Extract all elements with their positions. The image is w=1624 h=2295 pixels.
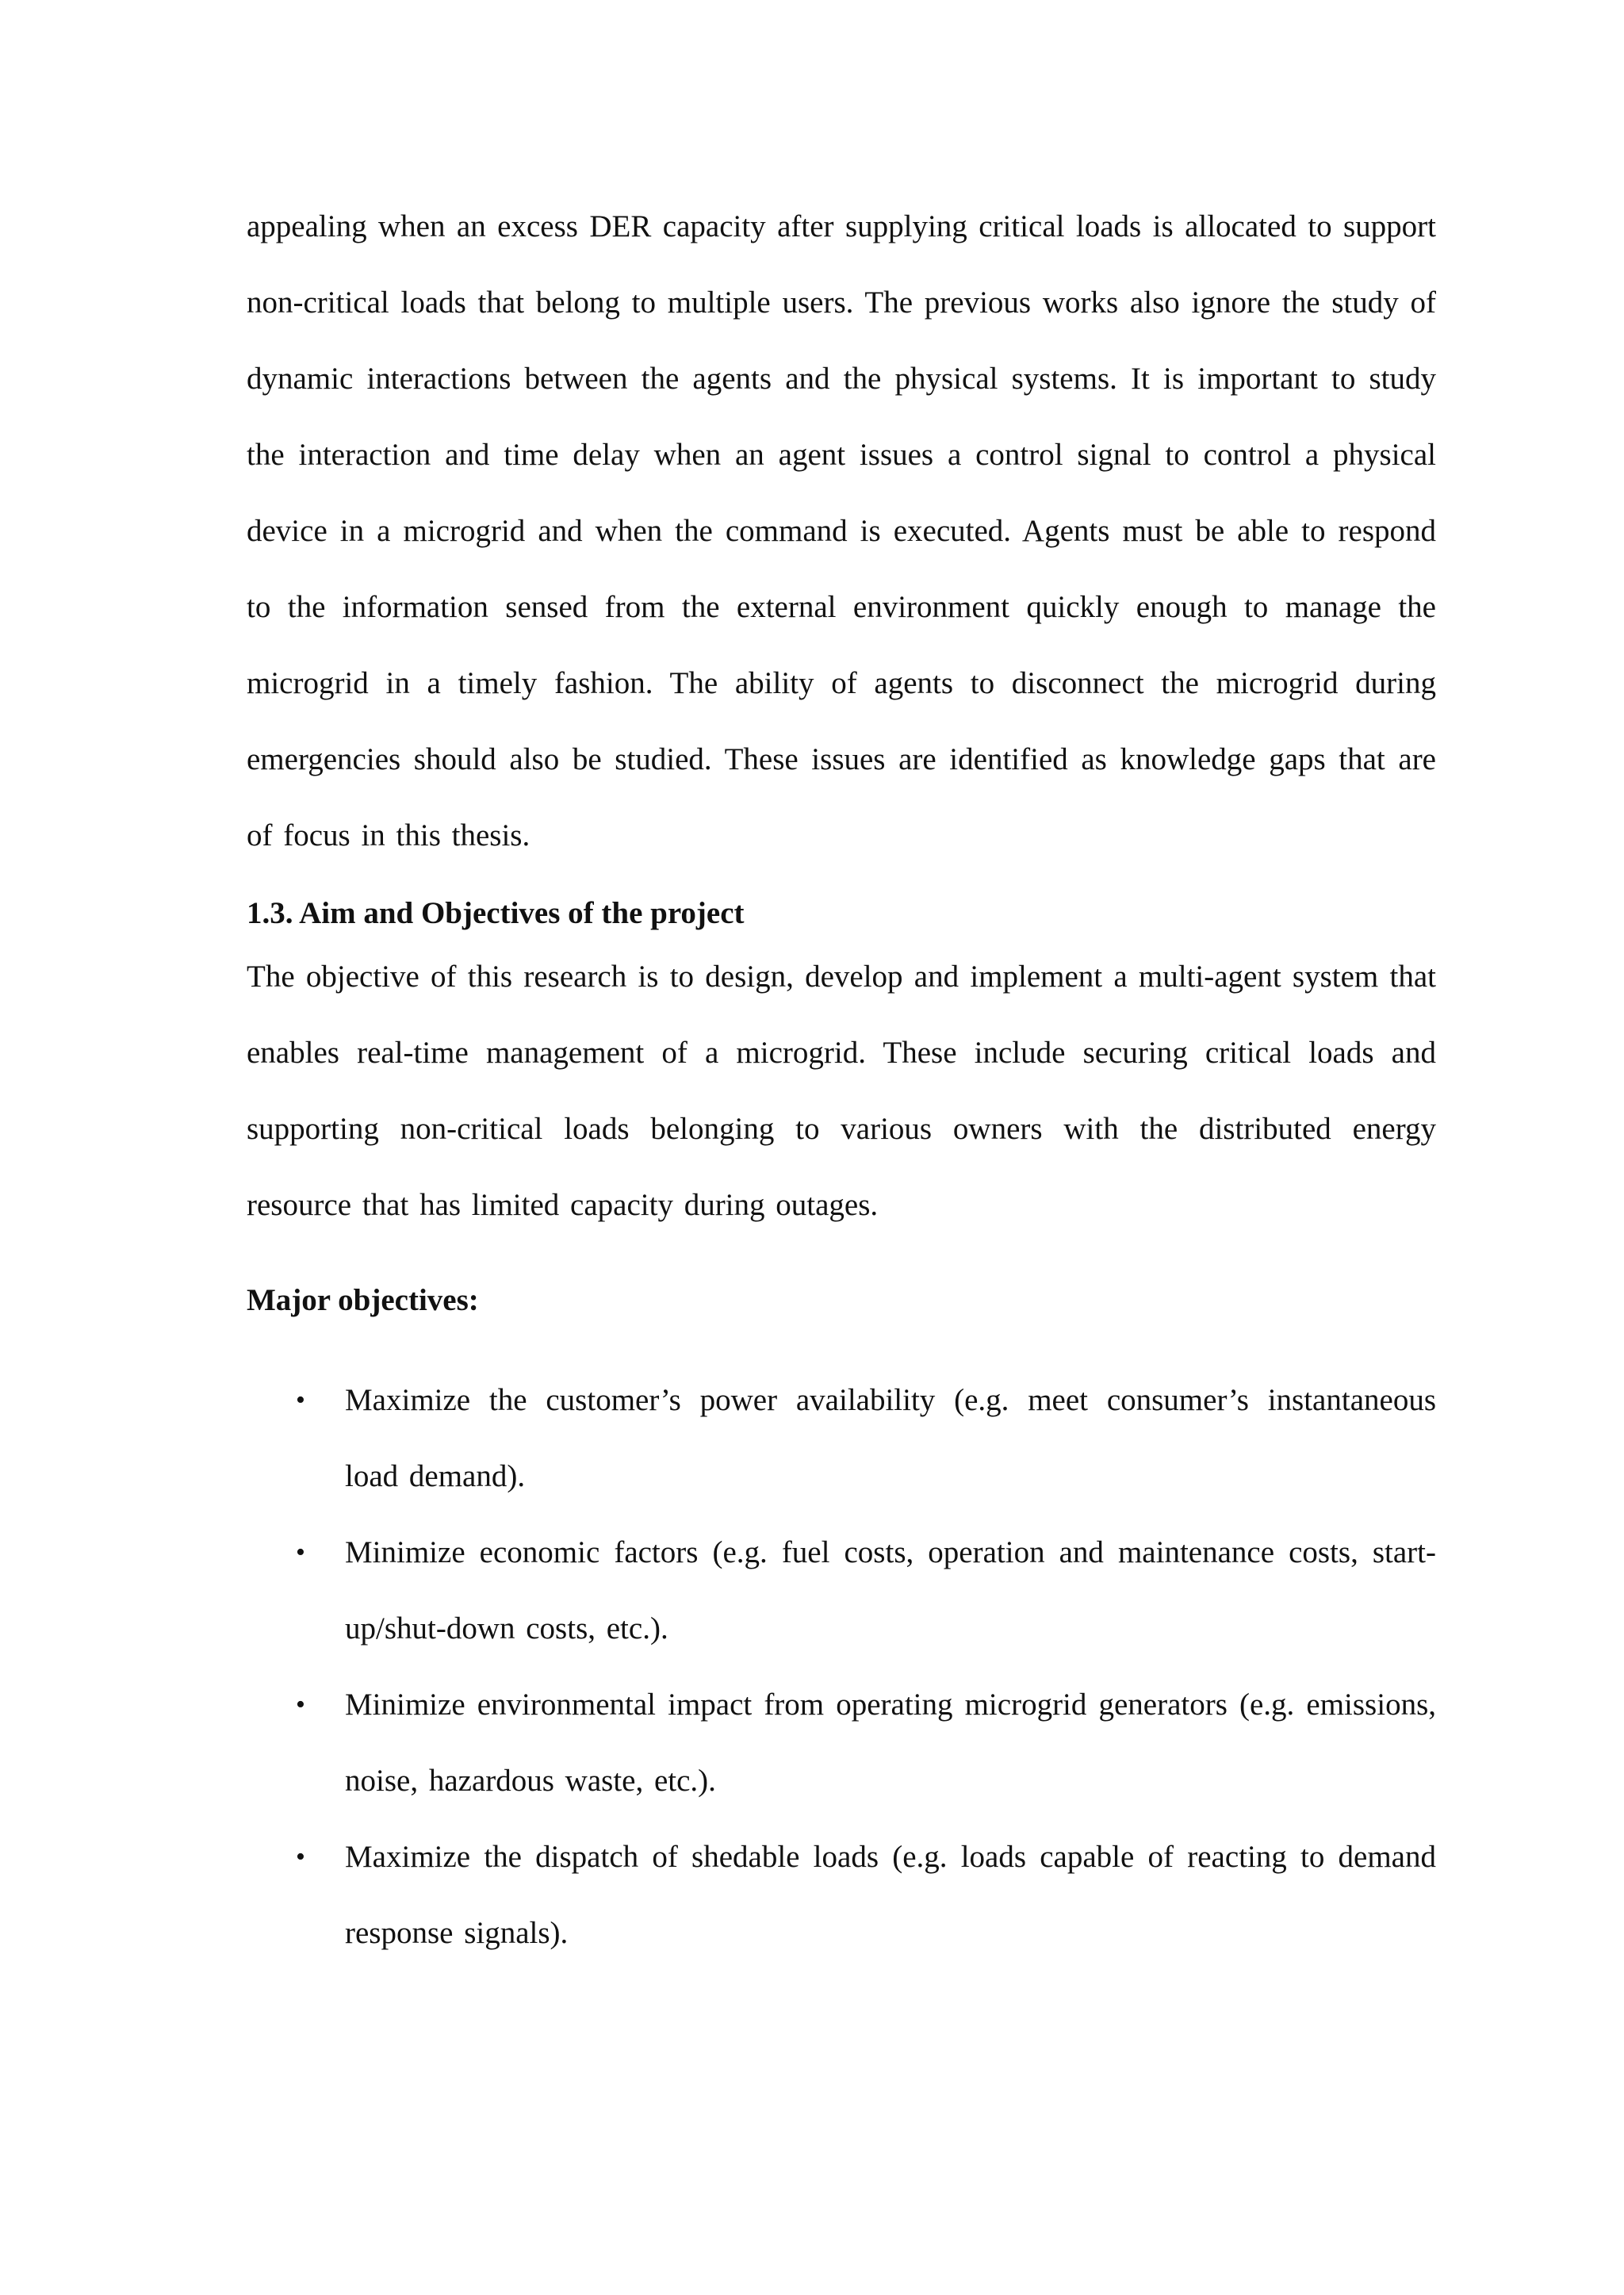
objective-text: Maximize the dispatch of shedable loads (e.g. loads capable of reacting to demand response signals). bbox=[345, 1840, 1436, 1950]
bullet-icon: • bbox=[296, 1538, 305, 1567]
list-item bbox=[247, 1667, 1436, 1819]
objective-paragraph: The objective of this research is to design, develop and implement a multi-agent system that enables real-time management of a microgrid. These include securing critical loads and supporting non-critical loads belonging to various owners with the distributed energy resource that has limited capacity during outages. bbox=[247, 960, 1436, 1222]
list-item bbox=[247, 1362, 1436, 1515]
objectives-list bbox=[247, 1362, 1436, 1971]
intro-paragraph: appealing when an excess DER capacity after supplying critical loads is allocated to support non-critical loads that belong to multiple users. The previous works also ignore the study of dynamic interactions between the agents and the physical systems. It is important to study the interaction and time delay when an agent issues a control signal to control a physical device in a microgrid and when the command is executed. Agents must be able to respond to the information sensed from the external environment quickly enough to manage the microgrid in a timely fashion. The ability of agents to disconnect the microgrid during emergencies should also be studied. These issues are identified as knowledge gaps that are of focus in this thesis. bbox=[247, 209, 1436, 852]
list-item bbox=[247, 1515, 1436, 1667]
list-item bbox=[247, 1819, 1436, 1971]
bullet-icon: • bbox=[296, 1842, 305, 1872]
page-content bbox=[247, 189, 1436, 1971]
major-objectives-heading: Major objectives: bbox=[247, 1283, 479, 1317]
bullet-icon: • bbox=[296, 1385, 305, 1415]
bullet-icon: • bbox=[296, 1690, 305, 1719]
objective-text: Minimize environmental impact from operating microgrid generators (e.g. emissions, noise, hazardous waste, etc.). bbox=[345, 1688, 1436, 1798]
objective-text: Maximize the customer’s power availability (e.g. meet consumer’s instantaneous load demand). bbox=[345, 1383, 1436, 1493]
objective-text: Minimize economic factors (e.g. fuel costs, operation and maintenance costs, start-up/shut-down costs, etc.). bbox=[345, 1535, 1436, 1646]
section-heading: 1.3. Aim and Objectives of the project bbox=[247, 896, 745, 930]
